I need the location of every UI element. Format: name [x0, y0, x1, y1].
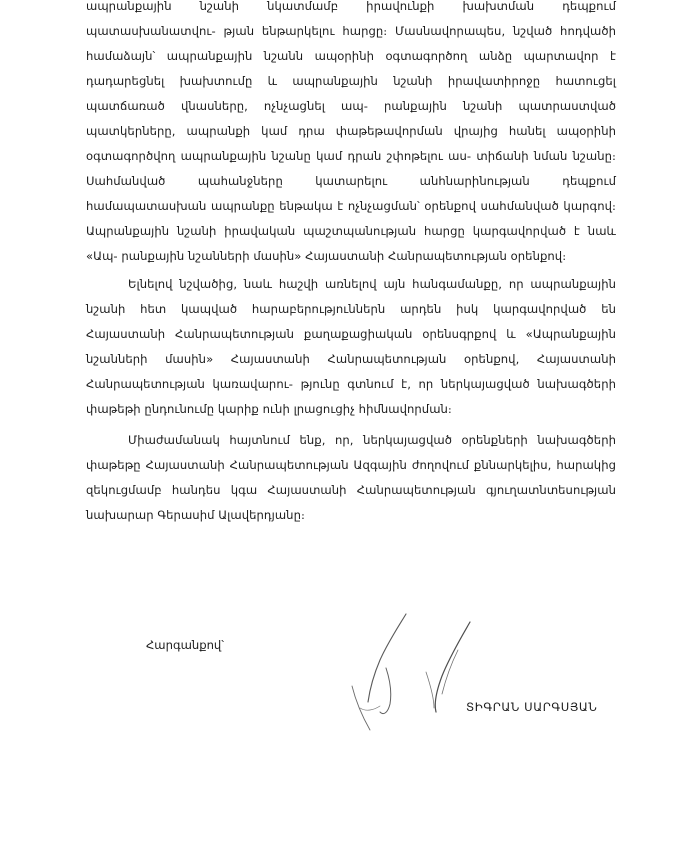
- paragraph-2: Ելնելով նշվածից, նաև հաշվի առնելով այն հանգամանքը, որ ապրանքային նշանի հետ կապված հարաբերություններն արդեն իսկ կարգավորված են Հայաստանի Հանրապետության քաղաքացիական օրենսգրքով և «Ապրանքային նշանների մասին» Հայաստանի Հանրապետության օրենքով, Հայաստանի Հանրապետության կառավարու- թյունը գտնում է, որ ներկայացված նախագծերի փաթեթի ընդունումը կարիք ունի լրացուցիչ հիմնավորման։: [86, 277, 616, 416]
- paragraph-1: ապրանքային նշանի նկատմամբ իրավունքի խախտման դեպքում պատասխանատվու- թյան ենթարկելու հարցը։ Մասնավորապես, նշված հոդվածի համաձայն՝ ապրանքային նշանն ապօրինի օգտագործող անձը պարտավոր է դադարեցնել խախտումը և ապրանքային նշանի իրավատիրոջը հատուցել պատճառած վնասները, ոչնչացնել ապ- րանքային նշանի պատրաստված պատկերները, ապրանքի կամ դրա փաթեթավորման վրայից հանել ապօրինի օգտագործվող ապրանքային նշանը կամ դրան շփոթելու աս- տիճանի նման նշանը։ Սահմանված պահանջները կատարելու անհնարինության դեպքում համապատասխան ապրանքը ենթակա է ոչնչացման՝ օրենքով սահմանված կարգով։ Ապրանքային նշանի իրավական պաշտպանության հարցը կարգավորված է նաև «Ապ- րանքային նշանների մասին» Հայաստանի Հանրապետության օրենքով։: [86, 0, 616, 263]
- handwritten-signature: [330, 612, 480, 742]
- paragraph-3: Միաժամանակ հայտնում ենք, որ, ներկայացված օրենքների նախագծերի փաթեթը Հայաստանի Հանրապետության Ազգային ժողովում քննարկելիս, հարակից զեկուցմամբ հանդես կգա Հայաստանի Հանրապետության գյուղատնտեսության նախարար Գերասիմ Ալավերդյանը։: [86, 433, 616, 522]
- letter-body: [86, 0, 616, 528]
- closing-salutation: Հարգանքով՝: [146, 638, 225, 652]
- signer-name: ՏԻԳՐԱՆ ՍԱՐԳՍՅԱՆ: [466, 700, 598, 714]
